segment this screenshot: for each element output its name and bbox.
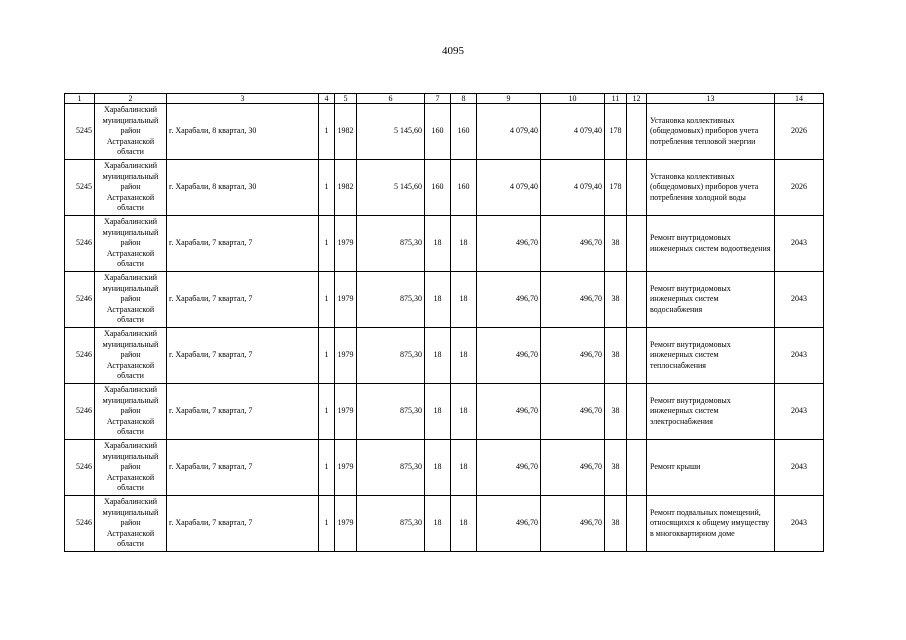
cell-col12	[627, 496, 647, 552]
cell-year-built: 1979	[335, 328, 357, 384]
cell-col12	[627, 328, 647, 384]
cell-col12	[627, 384, 647, 440]
cell-address: г. Харабали, 7 квартал, 7	[167, 216, 319, 272]
cell-work-type: Ремонт подвальных помещений, относящихся к общему имуществу в многоквартирном доме	[647, 496, 775, 552]
column-header: 13	[647, 94, 775, 104]
cell-col7: 160	[425, 160, 451, 216]
cell-total-area: 5 145,60	[357, 104, 425, 160]
cell-col9: 496,70	[477, 384, 541, 440]
column-header: 6	[357, 94, 425, 104]
cell-col8: 18	[451, 272, 477, 328]
column-header: 10	[541, 94, 605, 104]
table-row	[65, 104, 824, 160]
cell-col11: 38	[605, 496, 627, 552]
cell-col11: 38	[605, 440, 627, 496]
register-table	[64, 93, 824, 552]
cell-col11: 38	[605, 328, 627, 384]
cell-row-id: 5246	[65, 496, 95, 552]
cell-col8: 160	[451, 160, 477, 216]
cell-year-built: 1979	[335, 440, 357, 496]
cell-col10: 496,70	[541, 384, 605, 440]
cell-row-id: 5245	[65, 104, 95, 160]
cell-address: г. Харабали, 8 квартал, 30	[167, 104, 319, 160]
column-header: 9	[477, 94, 541, 104]
cell-col4: 1	[319, 384, 335, 440]
cell-col8: 18	[451, 216, 477, 272]
cell-planned-year: 2026	[775, 160, 824, 216]
cell-col9: 496,70	[477, 496, 541, 552]
cell-col4: 1	[319, 496, 335, 552]
cell-col9: 496,70	[477, 440, 541, 496]
cell-year-built: 1979	[335, 496, 357, 552]
cell-address: г. Харабали, 7 квартал, 7	[167, 328, 319, 384]
cell-municipality: Харабалинский муниципальный район Астраханской области	[95, 216, 167, 272]
cell-col7: 160	[425, 104, 451, 160]
cell-municipality: Харабалинский муниципальный район Астраханской области	[95, 160, 167, 216]
column-header: 4	[319, 94, 335, 104]
cell-municipality: Харабалинский муниципальный район Астраханской области	[95, 384, 167, 440]
cell-col11: 38	[605, 272, 627, 328]
table-row	[65, 160, 824, 216]
cell-col12	[627, 216, 647, 272]
cell-col9: 496,70	[477, 328, 541, 384]
table-row	[65, 216, 824, 272]
cell-address: г. Харабали, 7 квартал, 7	[167, 496, 319, 552]
cell-total-area: 875,30	[357, 496, 425, 552]
cell-col7: 18	[425, 272, 451, 328]
cell-col7: 18	[425, 216, 451, 272]
cell-col8: 18	[451, 384, 477, 440]
cell-col10: 4 079,40	[541, 104, 605, 160]
cell-total-area: 5 145,60	[357, 160, 425, 216]
table-row	[65, 384, 824, 440]
cell-col7: 18	[425, 440, 451, 496]
cell-col10: 496,70	[541, 272, 605, 328]
column-header: 5	[335, 94, 357, 104]
cell-planned-year: 2026	[775, 104, 824, 160]
table-row	[65, 272, 824, 328]
cell-municipality: Харабалинский муниципальный район Астраханской области	[95, 328, 167, 384]
column-header: 2	[95, 94, 167, 104]
cell-year-built: 1982	[335, 160, 357, 216]
cell-col11: 178	[605, 160, 627, 216]
page-number: 4095	[442, 45, 464, 57]
cell-year-built: 1979	[335, 384, 357, 440]
column-header: 14	[775, 94, 824, 104]
cell-planned-year: 2043	[775, 496, 824, 552]
cell-col7: 18	[425, 384, 451, 440]
cell-municipality: Харабалинский муниципальный район Астраханской области	[95, 272, 167, 328]
cell-planned-year: 2043	[775, 384, 824, 440]
column-number-row	[65, 94, 824, 104]
cell-row-id: 5246	[65, 440, 95, 496]
cell-planned-year: 2043	[775, 328, 824, 384]
cell-total-area: 875,30	[357, 384, 425, 440]
cell-work-type: Ремонт внутридомовых инженерных систем водоснабжения	[647, 272, 775, 328]
cell-municipality: Харабалинский муниципальный район Астраханской области	[95, 104, 167, 160]
cell-row-id: 5246	[65, 216, 95, 272]
cell-col10: 496,70	[541, 216, 605, 272]
cell-planned-year: 2043	[775, 440, 824, 496]
cell-col11: 38	[605, 384, 627, 440]
column-header: 12	[627, 94, 647, 104]
cell-total-area: 875,30	[357, 440, 425, 496]
cell-row-id: 5246	[65, 384, 95, 440]
cell-address: г. Харабали, 7 квартал, 7	[167, 384, 319, 440]
table-body	[65, 94, 824, 552]
cell-col7: 18	[425, 328, 451, 384]
table-row	[65, 440, 824, 496]
cell-col12	[627, 272, 647, 328]
cell-col4: 1	[319, 272, 335, 328]
cell-col12	[627, 440, 647, 496]
cell-col9: 496,70	[477, 216, 541, 272]
cell-work-type: Ремонт внутридомовых инженерных систем электроснабжения	[647, 384, 775, 440]
column-header: 3	[167, 94, 319, 104]
cell-year-built: 1982	[335, 104, 357, 160]
cell-year-built: 1979	[335, 272, 357, 328]
cell-col9: 4 079,40	[477, 160, 541, 216]
cell-row-id: 5246	[65, 328, 95, 384]
cell-col12	[627, 160, 647, 216]
cell-col10: 496,70	[541, 440, 605, 496]
cell-work-type: Ремонт крыши	[647, 440, 775, 496]
cell-planned-year: 2043	[775, 216, 824, 272]
cell-col8: 18	[451, 496, 477, 552]
cell-municipality: Харабалинский муниципальный район Астраханской области	[95, 440, 167, 496]
cell-col10: 496,70	[541, 328, 605, 384]
column-header: 11	[605, 94, 627, 104]
cell-col8: 18	[451, 440, 477, 496]
cell-work-type: Ремонт внутридомовых инженерных систем теплоснабжения	[647, 328, 775, 384]
column-header: 8	[451, 94, 477, 104]
cell-col8: 18	[451, 328, 477, 384]
cell-col9: 4 079,40	[477, 104, 541, 160]
cell-col10: 4 079,40	[541, 160, 605, 216]
cell-col7: 18	[425, 496, 451, 552]
cell-row-id: 5245	[65, 160, 95, 216]
cell-col11: 178	[605, 104, 627, 160]
cell-col11: 38	[605, 216, 627, 272]
table-row	[65, 496, 824, 552]
cell-col4: 1	[319, 104, 335, 160]
column-header: 7	[425, 94, 451, 104]
cell-row-id: 5246	[65, 272, 95, 328]
cell-address: г. Харабали, 7 квартал, 7	[167, 272, 319, 328]
cell-total-area: 875,30	[357, 272, 425, 328]
column-header: 1	[65, 94, 95, 104]
cell-work-type: Установка коллективных (общедомовых) приборов учета потребления тепловой энергии	[647, 104, 775, 160]
cell-address: г. Харабали, 7 квартал, 7	[167, 440, 319, 496]
cell-municipality: Харабалинский муниципальный район Астраханской области	[95, 496, 167, 552]
cell-col4: 1	[319, 440, 335, 496]
cell-col4: 1	[319, 160, 335, 216]
cell-planned-year: 2043	[775, 272, 824, 328]
cell-year-built: 1979	[335, 216, 357, 272]
cell-total-area: 875,30	[357, 328, 425, 384]
cell-col10: 496,70	[541, 496, 605, 552]
cell-col12	[627, 104, 647, 160]
cell-address: г. Харабали, 8 квартал, 30	[167, 160, 319, 216]
cell-col4: 1	[319, 328, 335, 384]
cell-col8: 160	[451, 104, 477, 160]
table-row	[65, 328, 824, 384]
cell-total-area: 875,30	[357, 216, 425, 272]
cell-work-type: Ремонт внутридомовых инженерных систем водоотведения	[647, 216, 775, 272]
cell-col4: 1	[319, 216, 335, 272]
cell-col9: 496,70	[477, 272, 541, 328]
cell-work-type: Установка коллективных (общедомовых) приборов учета потребления холодной воды	[647, 160, 775, 216]
